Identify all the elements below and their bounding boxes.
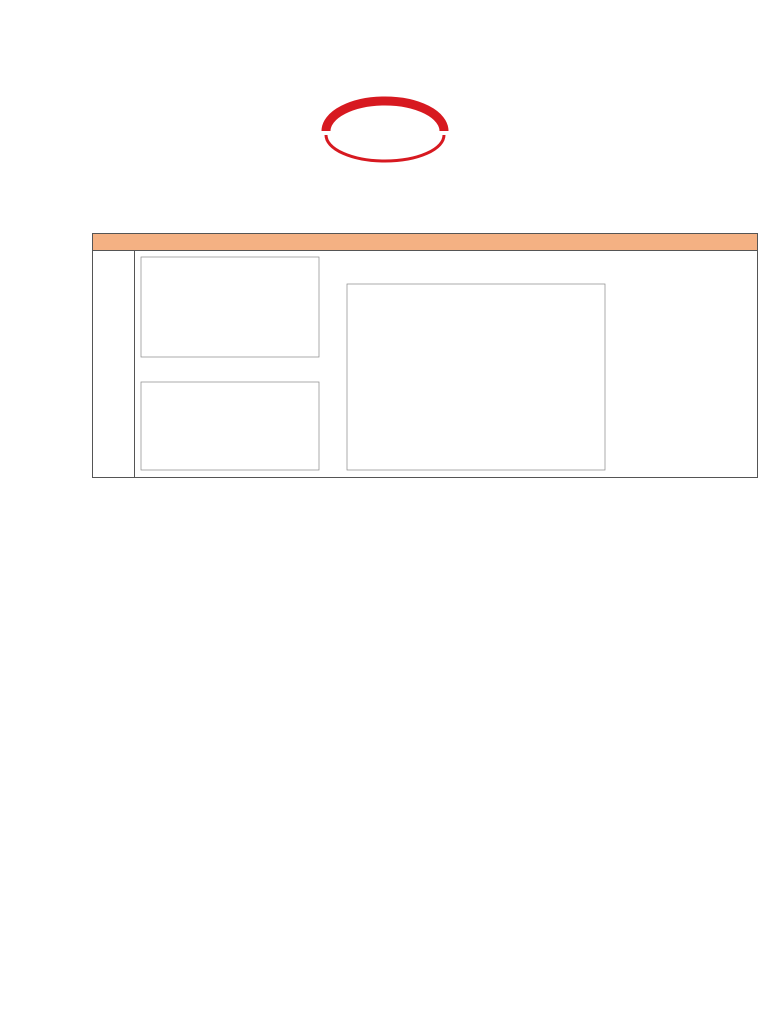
hq-site-box [347,284,605,470]
lab-title [93,234,758,251]
row-content [135,251,758,478]
pnh-logo [318,95,452,165]
hpg-site-box [141,257,319,357]
lab-table [92,233,758,478]
dng-site-box [141,382,319,470]
lab-title-row [93,234,758,251]
network-diagram [139,254,617,474]
table-row [93,251,758,478]
row-number [93,251,135,478]
